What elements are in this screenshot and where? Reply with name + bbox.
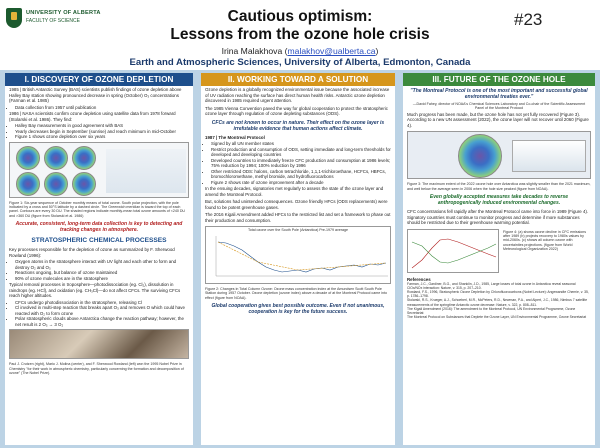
- column-discovery: [5, 73, 193, 445]
- list-item: • Figure 2 shows rate of ozone improvement after a decade: [211, 180, 392, 186]
- list-item: • Reactions ongoing, but balance of ozone maintained: [15, 270, 190, 276]
- ozone-map: [72, 172, 96, 196]
- figure-2-chart: [205, 226, 391, 284]
- text-processes: Key processes responsible for the depletion of ozone as summarized by F. Sherwood Rowland (1996):: [9, 247, 175, 258]
- author-name: Irina Malakhova: [221, 46, 283, 56]
- list-item: • Developed countries to immediately freeze CFC production and consumption at 1986 levels; 75% reduction by 1994; 100% reduction by 1996: [211, 158, 392, 169]
- reference-item: Farman, J.C., Gardiner, B.G., and Shanklin, J.D., 1985, Large losses of total ozone in Antarctica reveal seasonal ClOx/NOx interaction: Nature, v. 315, p. 207–210.: [407, 281, 576, 290]
- text-kigali: The 2016 Kigali Amendment added HFCs to the restricted list and set a framework to phase out their production and consumption.: [205, 212, 391, 223]
- list-item: • Other restricted ODS: halons, carbon tetrachloride, 1,1,1-trichloroethane, HCFCs, HBFCs, bromochloromethane, methyl bromide, and hydrofluorocarbons: [211, 169, 392, 180]
- text-decades: In the ensuing decades, signatories met regularly to assess the state of the ozone layer and amend the Montreal Protocol.: [205, 186, 384, 197]
- figure-1-ozone-maps: [9, 142, 189, 198]
- ozone-map: [72, 146, 96, 170]
- trend-line: [218, 242, 386, 270]
- list-item: • Restrict production and consumption of ODS, setting immediate and long-term thresholds for developed and developing countries: [211, 147, 392, 158]
- text-montreal-heading: 1987 | The Montreal Protocol: [205, 134, 265, 140]
- sub-heading-chemistry: STRATOSPHERIC CHEMICAL PROCESSES: [31, 237, 167, 245]
- ozone-recovery-curve: [412, 242, 496, 263]
- column-future: [403, 73, 595, 445]
- author-line: Irina Malakhova (malakhov@ualberta.ca): [221, 46, 379, 56]
- references-heading: References: [407, 276, 431, 282]
- text-hfcs: But, solutions had unintended consequences. Ozone friendly HFCs (ODS replacements) were found to be potent greenhouse gases.: [205, 199, 388, 210]
- ozone-hole-map: [458, 134, 502, 178]
- figure-4-caption: Figure 4: (a) shows ozone decline in CFC emissions after 1989 (b) projects recovery to 1980s values by mid-2060s. (c) shows all column ozone with uncertainties projections. (figure from World Meteorological Organization 2022): [503, 229, 587, 252]
- poster-title: [0, 8, 600, 44]
- list-item: • 90% of ozone molecules are in the stratosphere: [15, 276, 190, 282]
- ozone-map: [16, 146, 40, 170]
- callout-cfcs: CFCs are not known to occur in nature. Their effect on the ozone layer is irrefutable evidence that human actions affect climate.: [211, 119, 385, 132]
- ozone-series-line: [218, 242, 386, 272]
- list-item: • Cl involved in multi-step reaction that breaks apart O₃ and removes O which could have reacted with O₂ to form ozone: [15, 305, 190, 316]
- figure-4-block: [407, 229, 591, 273]
- ozone-map: [44, 172, 68, 196]
- figure-1-caption: Figure 1: Six-year sequence of October monthly means of total ozone. South polar projection, with the pole indicated by a cross and 50°S latitude by a dashed circle. The Greenwich meridian is toward the top of each panel. Contours are every 30 DU. The shaded regions indicate monthly-mean total ozone amounts of <240 DU and >360 DU (figure from Stolarski et al. 1986): [9, 200, 186, 218]
- reference-item: Rowland, F.S., 1996, Stratospheric Ozone Depletion by Chlorofluorocarbons (Nobel Lecture): Angewandte Chemie, v. 35, p. 1786–1798.: [407, 290, 589, 299]
- list-item: • CFCs undergo photodissociation in the stratosphere, releasing Cl: [15, 300, 190, 306]
- list-item: • Polar stratospheric clouds above Antarctica change the reaction pathway; however, the net result is 2 O₃ → 3 O₂: [15, 316, 190, 327]
- list-item: • Oxygen atoms in the stratosphere interact with UV light and each other to form and destroy O₂ and O₃: [15, 259, 190, 270]
- list-1986: [5, 123, 193, 140]
- figure-2-caption: Figure 2: Changes in Total Column Ozone: Ozone mass concentration index at the Amundsen Scott South Pole Station during 1957 October. Ozone depletion (ozone index) above a decade of at the Montreal Protocol came into effect (figure from NOAA).: [205, 287, 387, 300]
- text-progress: Much progress has been made, but the ozone hole has not yet fully recovered (Figure 3). According to a new UN assessment (2022), the ozone layer will not recover until 2060 (Figure 4).: [407, 111, 589, 128]
- text-1985: 1985 | British Antarctic Survey (BAS) scientists publish findings of ozone depletion above Halley Bay station showing pronounced decrease in spring (October) O₃ concentrations (Farman et al. 1985): [9, 87, 182, 103]
- figure-2-title: Total ozone over the South Pole (Antarctica) Pre-1979 average: [247, 228, 349, 232]
- figure-3-caption: Figure 3: The maximum extent of the 2022 ozone hole over Antarctica was slightly smaller than the 2021 maximum, and well below the average seen in 2006 when the hole size peaked (figure from NOAA).: [407, 182, 591, 191]
- figure-4-chart: [407, 229, 499, 273]
- text-cfc-concentrations: CFC concentrations fell rapidly after the Montreal Protocol came into force in 1989 (Figure 4). Signatory countries must continue to monitor progress and determine if more substances should be restricted due to their greenhouse warming potential.: [407, 209, 589, 226]
- list-cfc: [5, 300, 193, 328]
- nobel-photo: [9, 329, 189, 359]
- author-email-link[interactable]: malakhov@ualberta.ca: [287, 46, 376, 56]
- text-1986: 1986 | NASA scientists confirm ozone depletion using satellite data from 1978 forward (Stolarski et al. 1986). They find:: [9, 111, 176, 122]
- figure-panel: [106, 149, 186, 193]
- figure-2-plot: [208, 234, 392, 282]
- cfc-curve: [412, 239, 496, 268]
- poster-header: [0, 0, 600, 68]
- list-item: • Yearly decreases begin in September (sunrise) and reach minimum in mid-October: [15, 129, 190, 135]
- text-troposphere: Typical removal processes in troposphere—photodissociation (eg. Cl₂), dissolution in raindrops (eg. HCl), and oxidation (eg. CH₃Cl)—do not affect CFCs. The surviving CFCs reach higher altitudes.: [9, 282, 181, 299]
- reference-item: Stolarski, R.S., Krueger, A.J., Schoeberl, M.R., McPeters, R.D., Newman, P.A., and Alpert, J.C., 1986, Nimbus 7 satellite measurements of the springtime Antarctic ozone decrease: Nature, v. 322, p. 808–811.: [407, 298, 588, 307]
- section-heading-future: III. FUTURE OF THE OZONE HOLE: [403, 73, 595, 86]
- list-item: • Data collection from 1957 until publication: [15, 105, 190, 111]
- poster-number: #23: [514, 10, 543, 29]
- logo-line1: UNIVERSITY OF ALBERTA: [26, 10, 101, 16]
- callout-cooperation: Global cooperation gives best possible outcome. Even if not unanimous, cooperation is key for the future success.: [211, 303, 385, 316]
- text-intro: Ozone depletion is a globally recognized environmental issue because the associated increase of UV radiation reaching the surface has direct human health risks. Antarctic ozone depletion discovered in 1985 required urgent attention.: [205, 87, 390, 103]
- section-heading-solution: II. WORKING TOWARD A SOLUTION: [201, 73, 395, 86]
- section-heading-discovery: I. DISCOVERY OF OZONE DEPLETION: [5, 73, 193, 86]
- list-item: • Halley Bay measurements in good agreement with BAS: [15, 123, 190, 129]
- list-item: • Figure 1 shows ozone depletion over six years: [15, 134, 190, 140]
- ozone-map: [16, 172, 40, 196]
- figure-4-plot: [408, 230, 500, 274]
- figure-3-panel: [512, 140, 586, 172]
- affiliation: Earth and Atmospheric Sciences, University of Alberta, Edmonton, Canada: [129, 57, 471, 68]
- reference-item: The Montreal Protocol on Substances that Deplete the Ozone Layer, UN Environmental Programme, Ozone Secretariat: [407, 315, 587, 320]
- logo-line2: FACULTY OF SCIENCE: [26, 18, 80, 24]
- callout-decades: Even globally accepted measures take decades to reverse anthropogenically induced environmental changes.: [429, 194, 569, 207]
- title-line2: Lessons from the ozone hole crisis: [170, 26, 430, 43]
- ozone-map: [44, 146, 68, 170]
- text-vienna: The 1985 Vienna Convention paved the way for global cooperation to protect the stratospheric ozone layer through regulation of ozone depleting substances (ODS).: [205, 105, 388, 116]
- list-processes: [5, 259, 193, 281]
- reference-item: The Kigali Amendment (2016): The amendment to the Montreal Protocol, UN Environmental Programme, Ozone Secretariat: [407, 306, 576, 316]
- quote-source: —David Fahey, director of NOAA's Chemical Sciences Laboratory and Co-chair of the Scientific Assessment Panel of the Montreal Protocol: [412, 102, 586, 111]
- column-solution: [201, 73, 395, 445]
- figure-3-ozone-hole: [407, 131, 591, 179]
- photo-caption: Paul J. Crutzen (right), Mario J. Molina (center), and F. Sherwood Rowland (left) won the 1995 Nobel Prize in Chemistry "for their work in atmospheric chemistry, particularly concerning the formation and decomposition of ozone" (The Nobel Prize).: [9, 362, 184, 375]
- title-line1: Cautious optimism:: [227, 8, 373, 25]
- list-montreal: [201, 141, 395, 185]
- fahey-quote: "The Montreal Protocol is one of the most important and successful global environmental treaties ever.": [410, 88, 588, 100]
- list-item: • Signed by all UN member states: [211, 141, 392, 147]
- callout-discovery: Accurate, consistent, long-term data collection is key to detecting and tracking changes in atmosphere.: [15, 221, 183, 234]
